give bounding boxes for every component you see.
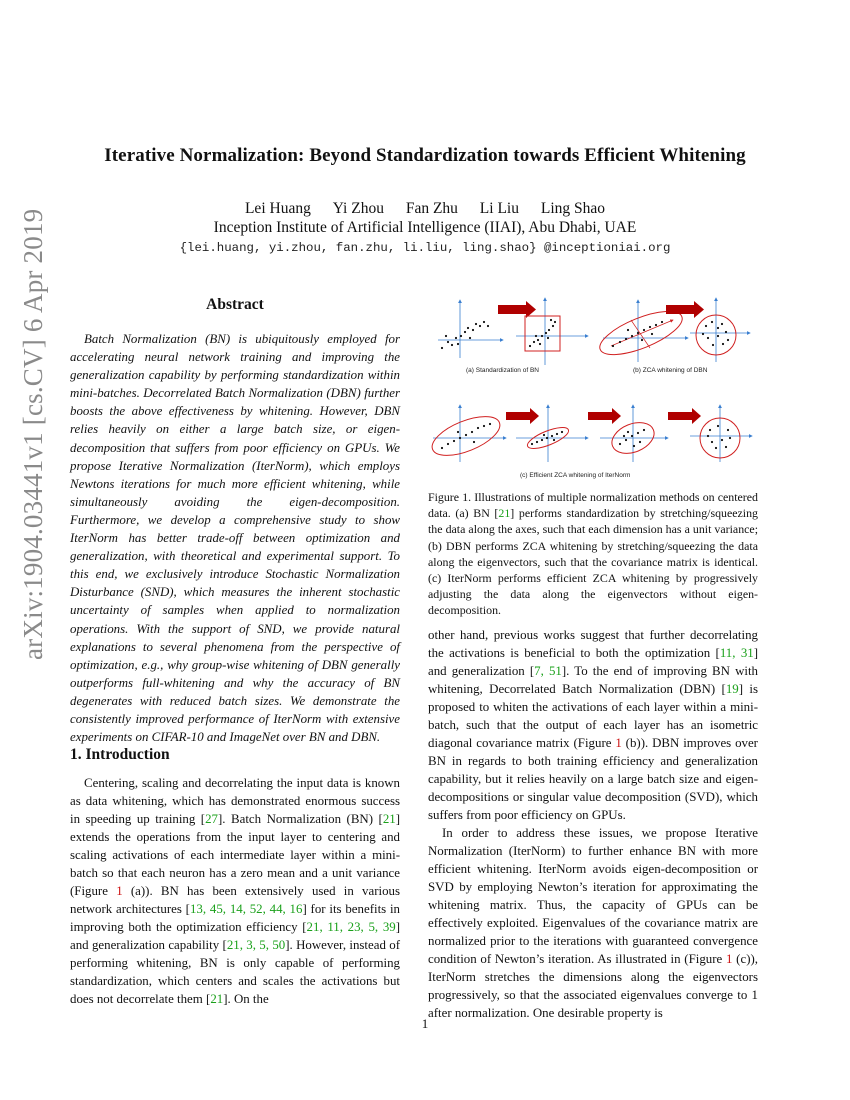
citation-link[interactable]: 27 [205, 812, 218, 826]
figure-reference-link[interactable]: 1 [116, 884, 123, 898]
author-name: Lei Huang [244, 200, 311, 217]
intro-column-right [428, 626, 758, 1022]
intro-paragraph-2: other hand, previous works suggest that further decorrelating the activations is beneficial to both the optimization [11, 31] and generalization [7, 51]. To the end of improving BN with whitening, Decorrelated Batch Normalization (DBN) [19] is proposed to whiten the activations of each layer within a mini-batch, such that the output of each layer has an isometric diagonal covariance matrix (Figure 1 (b)). DBN improves over BN in regards to both training efficiency and generalization capability, but it relies heavily on a large batch size and eigen-decompositions or singular value decomposition (SVD), which suffers from poor efficiency on GPUs. [428, 628, 759, 822]
figure-1-illustration [428, 290, 758, 485]
panel-c-step-1 [428, 405, 506, 463]
arrow-icon [498, 305, 526, 314]
author-name: Fan Zhu [405, 200, 458, 217]
intro-paragraph-3: In order to address these issues, we propose Iterative Normalization (IterNorm) to further enhance BN with more efficient whitening. IterNorm avoids eigen-decomposition or SVD by employing Newton’s iteration for approximating the whitening matrix. Thus, the capacity of GPUs can be effectively exploited. Eigenvalues of the covariance matrix are normalized prior to the iterations with guaranteed convergence condition of Newton’s iteration. As illustrated in (Figure 1 (c)), IterNorm stretches the dimensions along the eigenvectors progressively, so that the associated eigenvalues converge to 1 after normalization. One desirable property is [428, 826, 759, 1020]
panel-a-raw-data [438, 300, 503, 358]
abstract-heading: Abstract [206, 296, 264, 313]
citation-link[interactable]: 21, 3, 5, 50 [226, 938, 286, 952]
citation-link[interactable]: 21, 11, 23, 5, 39 [306, 920, 396, 934]
citation-link[interactable]: 13, 45, 14, 52, 44, 16 [189, 902, 303, 916]
citation-link[interactable]: 7, 51 [534, 664, 562, 678]
affiliation: Inception Institute of Artificial Intelligence (IIAI), Abu Dhabi, UAE [213, 219, 637, 236]
citation-link[interactable]: 21 [382, 812, 396, 826]
panel-b-label: (b) ZCA whitening of DBN [633, 367, 708, 374]
citation-link[interactable]: 19 [725, 682, 739, 696]
panel-c-label: (c) Efficient ZCA whitening of IterNorm [520, 472, 631, 479]
page-number: 1 [421, 1016, 429, 1031]
figure-reference-link[interactable]: 1 [726, 952, 733, 966]
arrow-icon [666, 305, 694, 314]
author-name: Yi Zhou [332, 200, 384, 217]
panel-a-label: (a) Standardization of BN [466, 367, 539, 374]
intro-column-left [70, 774, 400, 1008]
abstract-text: Batch Normalization (BN) is ubiquitously employed for accelerating neural network training and improving the generalization capability by performing standardization within mini-batches. Decorrelated Batch Normalization (DBN) further boosts the above effectiveness by whitening. However, DBN relies heavily on either a large batch size, or eigen-decomposition that suffers from poor efficiency on GPUs. We propose Iterative Normalization (IterNorm), which employs Newtons iterations for much more efficient whitening, while simultaneously avoiding the eigen-decomposition. Furthermore, we develop a comprehensive study to show IterNorm has better trade-off between optimization and generalization, with theoretical and experimental support. To this end, we exclusively introduce Stochastic Normalization Disturbance (SND), which measures the inherent stochastic uncertainty of samples when applied to normalization operations. With the support of SND, we provide natural explanations to several phenomena from the perspective of optimization, e.g., why group-wise whitening of DBN generally outperforms full-whitening and why the accuracy of BN degenerates with reduced batch sizes. We demonstrate the consistently improved performance of IterNorm with extensive experiments on CIFAR-10 and ImageNet over BN and DBN. [70, 332, 400, 745]
section-heading-introduction: 1. Introduction [70, 746, 170, 763]
citation-link[interactable]: 21 [210, 992, 224, 1006]
arxiv-id: arXiv:1904.03441v1 [cs.CV] 6 Apr 2019 [18, 208, 48, 660]
citation-link[interactable]: 11, 31 [719, 646, 754, 660]
figure-reference-link[interactable]: 1 [615, 736, 622, 750]
panel-c-step-4 [690, 405, 752, 462]
author-list [0, 200, 850, 218]
paper-title: Iterative Normalization: Beyond Standardization towards Efficient Whitening [104, 145, 746, 166]
author-name: Li Liu [479, 200, 519, 217]
arrow-icon [668, 412, 692, 420]
figure-1-caption: Figure 1. Illustrations of multiple normalization methods on centered data. (a) BN [21] performs standardization by stretching/squeezing the data along the axes, such that each dimension has a unit variance; (b) DBN performs ZCA whitening by stretching/squeezing the data along the eigenvectors, such that the covariance matrix is identical. (c) IterNorm performs efficient ZCA whitening by progressively adjusting the data along the eigenvectors without eigen-decomposition. [428, 490, 759, 618]
author-name: Ling Shao [540, 200, 606, 217]
intro-paragraph-1: Centering, scaling and decorrelating the input data is known as data whitening, which has demonstrated enormous success in speeding up training [27]. Batch Normalization (BN) [21] extends the operations from the input layer to centering and scaling activations of each intermediate layer within a mini-batch so that each neuron has a zero mean and a unit variance (Figure 1 (a)). BN has been extensively used in various network architectures [13, 45, 14, 52, 44, 16] for its benefits in improving both the optimization efficiency [21, 11, 23, 5, 39] and generalization capability [21, 3, 5, 50]. However, instead of performing whitening, BN is only capable of performing standardization, which centers and scales the activations but does not decorrelate them [21]. On the [70, 776, 401, 1006]
arrow-icon [506, 412, 530, 420]
author-emails: {lei.huang, yi.zhou, fan.zhu, li.liu, ling.shao} @inceptioniai.org [179, 241, 671, 255]
arrow-icon [588, 412, 612, 420]
citation-link[interactable]: 21 [498, 506, 511, 521]
